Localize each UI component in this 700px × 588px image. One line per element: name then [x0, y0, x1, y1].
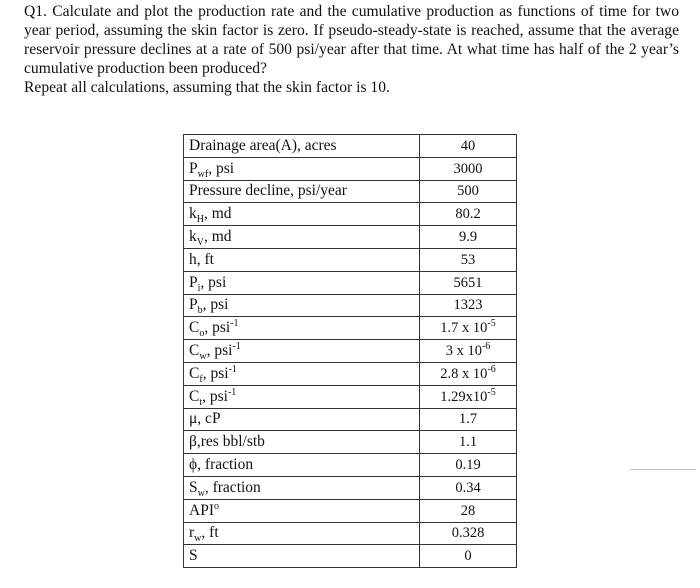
param-label — [184, 317, 420, 340]
param-value — [420, 135, 517, 158]
param-value — [420, 431, 517, 454]
label-main: C — [189, 364, 200, 382]
param-label — [184, 522, 420, 545]
table-row — [184, 180, 517, 203]
label-main: P — [189, 273, 198, 291]
value-text: 40 — [460, 137, 476, 154]
table-row — [184, 157, 517, 180]
value-text: 80.2 — [455, 206, 481, 223]
param-label — [184, 157, 420, 180]
param-value — [420, 499, 517, 522]
value-base: 2.8 x 10 — [440, 365, 488, 382]
label-rest: , ft — [201, 524, 219, 542]
param-label — [184, 294, 420, 317]
value-text: 1.7 — [458, 411, 478, 428]
param-value — [420, 476, 517, 499]
param-label — [184, 340, 420, 363]
value-exponent: -5 — [487, 386, 496, 398]
label-subscript: w — [194, 533, 202, 545]
table-row — [184, 408, 517, 431]
label-main: k — [189, 228, 197, 246]
table-row — [184, 385, 517, 408]
label-subscript: V — [196, 237, 204, 249]
label-text: ϕ, fraction — [189, 456, 254, 474]
label-subscript: i — [197, 282, 201, 294]
table-row — [184, 340, 517, 363]
table-row — [184, 545, 517, 568]
table-row — [184, 203, 517, 226]
param-label — [184, 226, 420, 249]
question-paragraph: Q1. Calculate and plot the production rate and the cumulative production as functions of time for two year period, assuming the skin factor is zero. If pseudo-steady-state is reached, assume that the average reservoir pressure declines at a rate of 500 psi/year after that time. At what time has half of the 2 year’s cumulative production been produced? — [24, 3, 679, 77]
param-value — [420, 226, 517, 249]
value-text: 0.328 — [451, 525, 485, 542]
value-base: 1.29x10 — [440, 388, 488, 405]
value-text: 0 — [464, 548, 472, 565]
label-rest: , md — [203, 205, 232, 223]
table-row — [184, 317, 517, 340]
table-row — [184, 362, 517, 385]
label-subscript: w — [197, 487, 205, 499]
parameters-table — [183, 134, 517, 568]
label-main: C — [189, 342, 200, 360]
table-row — [184, 135, 517, 158]
label-text: S — [189, 547, 198, 565]
label-rest: , psi — [208, 159, 235, 177]
label-superscript: -1 — [230, 318, 239, 330]
param-value — [420, 294, 517, 317]
faint-line-mark — [630, 469, 696, 470]
value-text: 500 — [457, 183, 479, 200]
value-text: 28 — [460, 502, 476, 519]
label-subscript: w — [199, 351, 207, 363]
param-label — [184, 476, 420, 499]
value-text: 1323 — [453, 297, 483, 314]
param-label — [184, 454, 420, 477]
label-rest: , psi — [200, 273, 227, 291]
label-text: Pressure decline, psi/year — [189, 182, 347, 200]
label-superscript: -1 — [227, 386, 237, 398]
table-row — [184, 271, 517, 294]
label-main: P — [189, 296, 198, 314]
param-value — [420, 340, 517, 363]
param-value — [420, 522, 517, 545]
label-rest: , psi — [202, 387, 228, 405]
param-value — [420, 248, 517, 271]
value-exponent: -5 — [487, 318, 496, 330]
param-value — [420, 454, 517, 477]
value-text: 3000 — [453, 160, 483, 177]
param-value — [420, 271, 517, 294]
label-main: P — [189, 159, 198, 177]
label-main: r — [189, 524, 195, 542]
label-text: Drainage area(A), acres — [189, 136, 337, 154]
param-value — [420, 408, 517, 431]
label-superscript: -1 — [232, 340, 241, 352]
param-value — [420, 180, 517, 203]
label-rest: , psi — [206, 342, 233, 360]
label-main: C — [189, 319, 200, 337]
value-exponent: -6 — [487, 364, 496, 376]
label-subscript: f — [199, 373, 203, 385]
table-row — [184, 294, 517, 317]
table-row — [184, 226, 517, 249]
value-text: 1.1 — [458, 434, 478, 451]
question-text — [24, 2, 679, 97]
value-base: 3 x 10 — [445, 343, 482, 360]
value-base: 1.7 x 10 — [440, 320, 488, 337]
label-rest: , md — [203, 228, 232, 246]
table-row — [184, 522, 517, 545]
label-text: β,res bbl/stb — [189, 433, 265, 451]
value-text: 53 — [460, 251, 476, 268]
param-label — [184, 385, 420, 408]
value-text: 0.19 — [455, 457, 481, 474]
table-row — [184, 431, 517, 454]
param-label — [184, 271, 420, 294]
table-row — [184, 454, 517, 477]
label-rest: , psi — [202, 296, 229, 314]
param-value — [420, 362, 517, 385]
param-label — [184, 135, 420, 158]
label-subscript: o — [199, 328, 205, 340]
value-exponent: -6 — [481, 341, 491, 353]
table-row — [184, 248, 517, 271]
label-main: C — [189, 387, 200, 405]
repeat-instruction: Repeat all calculations, assuming that the skin factor is 10. — [24, 79, 390, 96]
value-text: 9.9 — [458, 229, 478, 246]
label-main: API — [189, 501, 214, 519]
param-label — [184, 180, 420, 203]
label-rest: , fraction — [204, 478, 261, 496]
param-label — [184, 248, 420, 271]
label-superscript: -1 — [228, 363, 237, 375]
table-row — [184, 499, 517, 522]
param-label — [184, 408, 420, 431]
param-label — [184, 362, 420, 385]
value-text: 0.34 — [455, 479, 481, 496]
label-text: μ, cP — [189, 410, 221, 428]
label-rest: , psi — [204, 319, 231, 337]
label-text: h, ft — [189, 250, 214, 268]
param-value — [420, 317, 517, 340]
param-value — [420, 157, 517, 180]
param-label — [184, 203, 420, 226]
label-main: S — [189, 478, 198, 496]
param-value — [420, 545, 517, 568]
param-label — [184, 431, 420, 454]
label-subscript: b — [197, 305, 203, 317]
value-text: 5651 — [453, 274, 483, 291]
label-subscript: H — [196, 214, 204, 226]
param-label — [184, 499, 420, 522]
param-value — [420, 385, 517, 408]
label-subscript: t — [199, 396, 203, 408]
label-main: k — [189, 205, 197, 223]
label-subscript: wf — [197, 168, 209, 180]
table-row — [184, 476, 517, 499]
label-rest: , psi — [202, 364, 229, 382]
param-label — [184, 545, 420, 568]
label-superscript: o — [213, 500, 219, 512]
param-value — [420, 203, 517, 226]
